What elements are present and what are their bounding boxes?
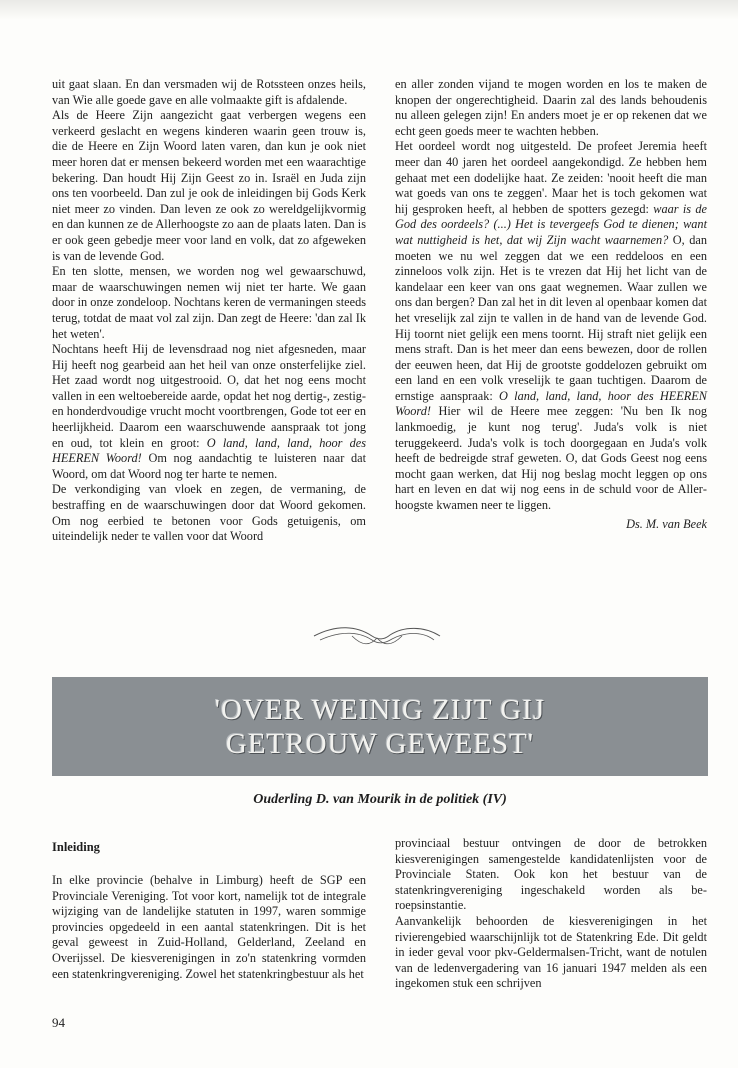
paragraph: Als de Heere Zijn aangezicht gaat verbergen wegens een verkeerd geslacht en wegens kinderen waarin geen trouw is, die de Heere en Zijn Woord laten varen, dan kun je ook niet meer horen dat er mensen bekeerd worden met een waarachtige bekering. Dan houdt Hij Zijn Geest zo in. Israël en Juda zijn ons ten voorbeeld. Dan zul je ook de inleidingen bij Gods Kerk niet meer zo vinden. Dan leven ze ook zo wereldgelijkvormig en dan kunnen ze de Allerhoogste zo aan de plaats laten. Dan is er ook geen gebedje meer voor land en volk, dat zo afgeweken is van de levende God. [52, 108, 366, 263]
article2-title-line2: GETROUW GEWEEST' [225, 727, 535, 760]
ornament-divider-icon [312, 622, 442, 652]
article2-subtitle: Ouderling D. van Mourik in de politiek (IV) [253, 792, 507, 807]
paragraph-text: Hier wil de Heere mee zeggen: 'Nu ben Ik nog lankmoedig, je kunt nog terug'. Juda's volk is niet teruggekeerd. Juda's volk is toch doorgegaan en Juda's volk heeft de bedreigde straf geweten. O, dat Gods Geest nog eens mocht gaan werken, dat Hij nog beslag mocht leggen op ons hart en leven en dat wij nog eens in de schuld voor de Allerhoogste kwamen neer te liggen. [395, 404, 707, 513]
paragraph-text: Nochtans heeft Hij de levensdraad nog niet afgesneden, maar Hij heeft nog gearbeid aan het heil van onze onsterfelijke ziel. Het zaad wordt nog uitgestrooid. O, dat het nog eens mocht vallen in een weltoebereide aarde, opdat het nog dertig-, zestig- en honderdvoudige vrucht mocht voortbrengen, Gode tot eer en heerlijkheid. Daarom een waarschuwende aanspraak tot jong en oud, tot klein en groot: [52, 342, 366, 450]
quote-italic: O land, land, land, hoor des HEEREN Woord! [395, 388, 708, 419]
article2-column-left [52, 873, 366, 982]
paragraph: en aller zonden vijand te mogen worden en los te maken de knopen der ongerechtigheid. Daarin zal des lands behoudenis nu alleen gelegen zijn! En anders moet je er op rekenen dat we echt geen goeds meer te wachten hebben. [395, 77, 707, 138]
page-number: 94 [52, 1015, 65, 1030]
quote-italic: O land, land, land, hoor des HEEREN Woord! [52, 435, 367, 466]
paragraph: En ten slotte, mensen, we worden nog wel gewaarschuwd, maar de waarschuwingen nemen wij niet ter harte. We gaan door in onze zondeloop. Nochtans keren de vermaningen steeds terug, totdat de maat vol zal zijn. Dan zegt de Heere: 'dan zal Ik het weten'. [52, 264, 366, 341]
paragraph-text: Om nog aandachtig te luisteren naar dat Woord, om dat Woord nog ter harte te nemen. [52, 451, 366, 481]
paragraph-text: Het oordeel wordt nog uitgesteld. De profeet Jeremia heeft meer dan 40 jaren het oordeel aangekondigd. Ze hebben hem gehaat met een dodelijke haat. Ze zeiden: 'nooit heeft die man wat goeds van ons te zeggen'. Maar het is toch gekomen wat hij gesproken heeft, al hebben de spotters gezegd: [395, 139, 707, 216]
section-heading: Inleiding [52, 840, 100, 854]
paragraph-text: O, dan moeten we nu wel zeggen dat we een reddeloos en een zinneloos volk zijn. Het is te vrezen dat Hij het licht van de kandelaar een keer van ons gaat wegnemen. Waar zullen we ons dan bergen? Dan zal het in dit leven al openbaar komen dat het vreselijk zal zijn te vallen in de hand van de levende God. Hij toornt niet gelijk een mens toornt. Hij straft niet gelijk een mens straft. Dan is het meer dan eens bewezen, door de rollen der eeuwen heen, dat Hij de grootste goddelozen gebruikt om een land en een volk vreselijk te gaan tuchtigen. Daarom de ernstige aanspraak: [395, 232, 707, 403]
paragraph: De verkondiging van vloek en zegen, de vermaning, de bestraffing en de waarschuwingen door dat Woord gekomen. Om nog eerbied te betonen voor Gods getuigenis, om uiteindelijk neder te vallen voor dat Woord [52, 482, 366, 544]
article1-column-left [52, 77, 366, 545]
article2-title-line1: 'OVER WEINIG ZIJT GIJ [214, 693, 546, 726]
page-fold-shadow [0, 0, 738, 20]
article1-column-right [395, 77, 707, 532]
article2-title-banner [52, 677, 708, 776]
paragraph: Aanvankelijk behoorden de kiesverenigingen in het rivierengebied waarschijnlijk tot de Statenkring Ede. Dit geldt in ieder geval voor pkv-Geldermalsen-Tricht, want de notulen van de ledenvergadering van 16 januari 1947 melden als een ingekomen stuk een schrijven [395, 913, 707, 991]
paragraph [52, 342, 366, 482]
paragraph: uit gaat slaan. En dan versmaden wij de Rotssteen onzes heils, van Wie alle goede gave en alle volmaakte gift is afdalende. [52, 77, 366, 107]
paragraph: provinciaal bestuur ontvingen de door de betrokken kiesverenigingen samengestelde kandidatenlijsten voor de Provinciale Staten. Ook kon het bestuur van de statenkringvereniging ingeschakeld worden als beroepsinstantie. [395, 836, 707, 913]
article2-column-right [395, 836, 707, 992]
paragraph [395, 139, 707, 513]
quote-italic: waar is de God des oordeels? (...) Het is tevergeefs God te dienen; want wat nuttigheid is het, dat wij Zijn wacht waarnemen? [395, 201, 707, 247]
author-signature: Ds. M. van Beek [626, 516, 707, 531]
paragraph: In elke provincie (behalve in Limburg) heeft de SGP een Provinciale Vereniging. Tot voor kort, namelijk tot de integrale wijziging van de landelijke statuten in 1997, waren sommige provincies opgedeeld in een aantal statenkringen. Dit is het geval geweest in Zuid-Holland, Gelderland, Zeeland en Overijssel. De kiesverenigingen in zo'n statenkring vormden een statenkringvereniging. Zowel het statenkringbestuur als het [52, 873, 366, 981]
